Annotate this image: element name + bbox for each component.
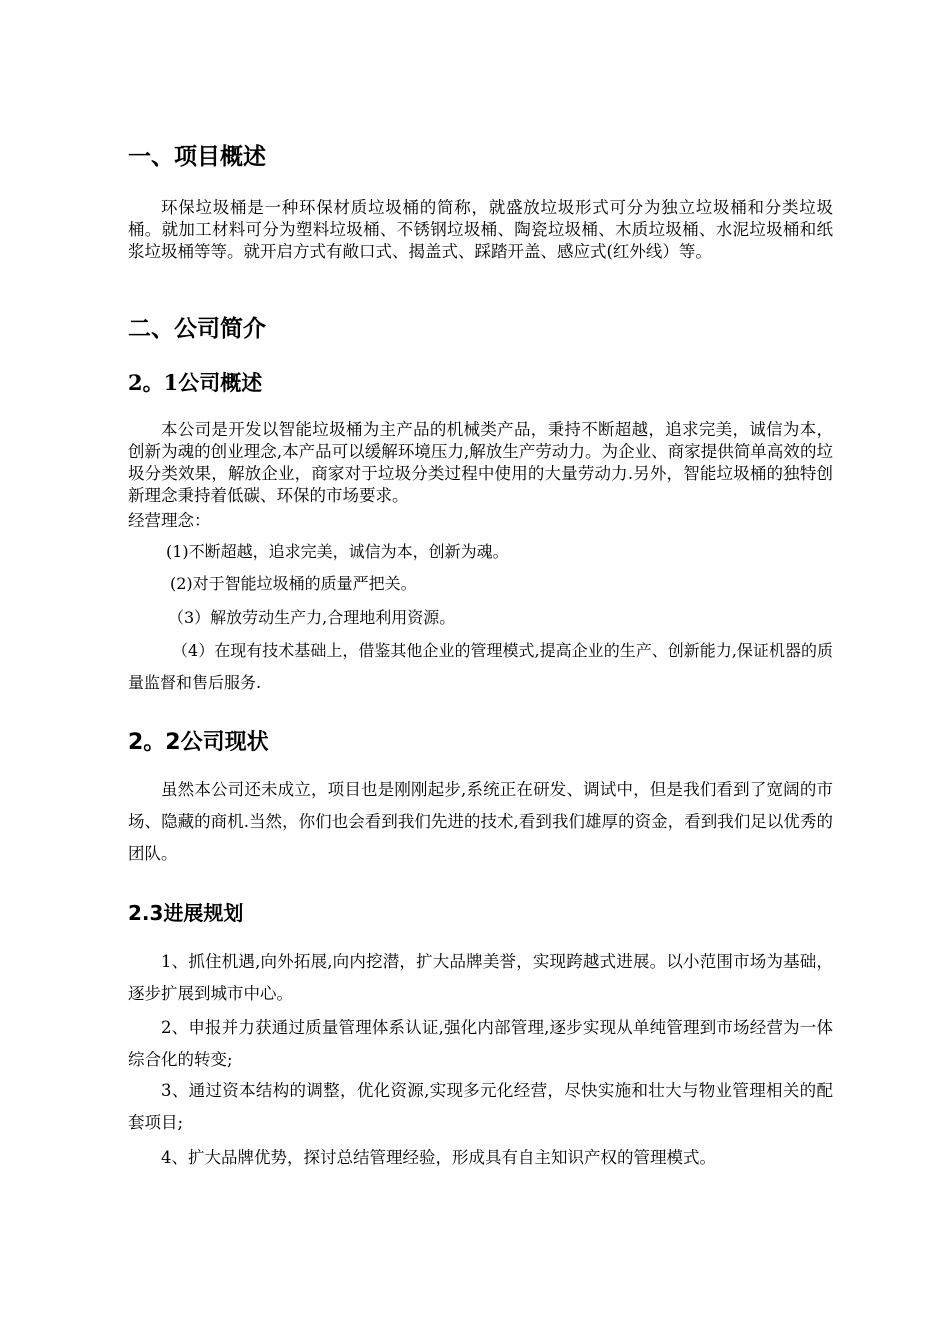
philosophy-item-3: （3）解放劳动生产力,合理地利用资源。 <box>168 608 456 627</box>
section-2-title: 二、公司简介 <box>128 316 266 342</box>
section-2-2-title: 2。2公司现状 <box>128 730 269 755</box>
philosophy-item-1: (1)不断超越，追求完美，诚信为本，创新为魂。 <box>166 542 509 561</box>
plan-item-3: 3、通过资本结构的调整，优化资源,实现多元化经营，尽快实施和壮大与物业管理相关的配套项目; <box>128 1081 833 1132</box>
philosophy-item-2: (2)对于智能垃圾桶的质量严把关。 <box>170 574 417 593</box>
section-2-2-paragraph: 虽然本公司还未成立，项目也是刚刚起步,系统正在研发、调试中，但是我们看到了宽阔的市场、隐藏的商机.当然，你们也会看到我们先进的技术,看到我们雄厚的资金，看到我们足以优秀的团队。 <box>128 780 833 863</box>
section-2-3-title: 2.3进展规划 <box>128 901 244 925</box>
section-2-1-paragraph: 本公司是开发以智能垃圾桶为主产品的机械类产品，秉持不断超越，追求完美，诚信为本，创新为魂的创业理念,本产品可以缓解环境压力,解放生产劳动力。为企业、商家提供简单高效的垃圾分类效果，解放企业，商家对于垃圾分类过程中使用的大量劳动力.另外，智能垃圾桶的独特创新理念秉持着低碳、环保的市场要求。 <box>128 420 833 505</box>
plan-item-4: 4、扩大品牌优势，探讨总结管理经验，形成具有自主知识产权的管理模式。 <box>161 1148 716 1167</box>
plan-item-2: 2、申报并力获通过质量管理体系认证,强化内部管理,逐步实现从单纯管理到市场经营为一体综合化的转变; <box>128 1018 833 1069</box>
section-2-1-title: 2。1公司概述 <box>128 370 263 395</box>
section-1-title: 一、项目概述 <box>128 144 266 170</box>
plan-item-1: 1、抓住机遇,向外拓展,向内挖潜，扩大品牌美誉，实现跨越式进展。以小范围市场为基础，逐步扩展到城市中心。 <box>128 952 833 1003</box>
section-1-paragraph: 环保垃圾桶是一种环保材质垃圾桶的简称，就盛放垃圾形式可分为独立垃圾桶和分类垃圾桶。就加工材料可分为塑料垃圾桶、不锈钢垃圾桶、陶瓷垃圾桶、木质垃圾桶、水泥垃圾桶和纸浆垃圾桶等等。就开启方式有敞口式、揭盖式、踩踏开盖、感应式(红外线）等。 <box>128 198 833 261</box>
philosophy-item-4: （4）在现有技术基础上，借鉴其他企业的管理模式,提高企业的生产、创新能力,保证机器的质量监督和售后服务. <box>128 641 833 692</box>
philosophy-label: 经营理念： <box>128 511 211 530</box>
